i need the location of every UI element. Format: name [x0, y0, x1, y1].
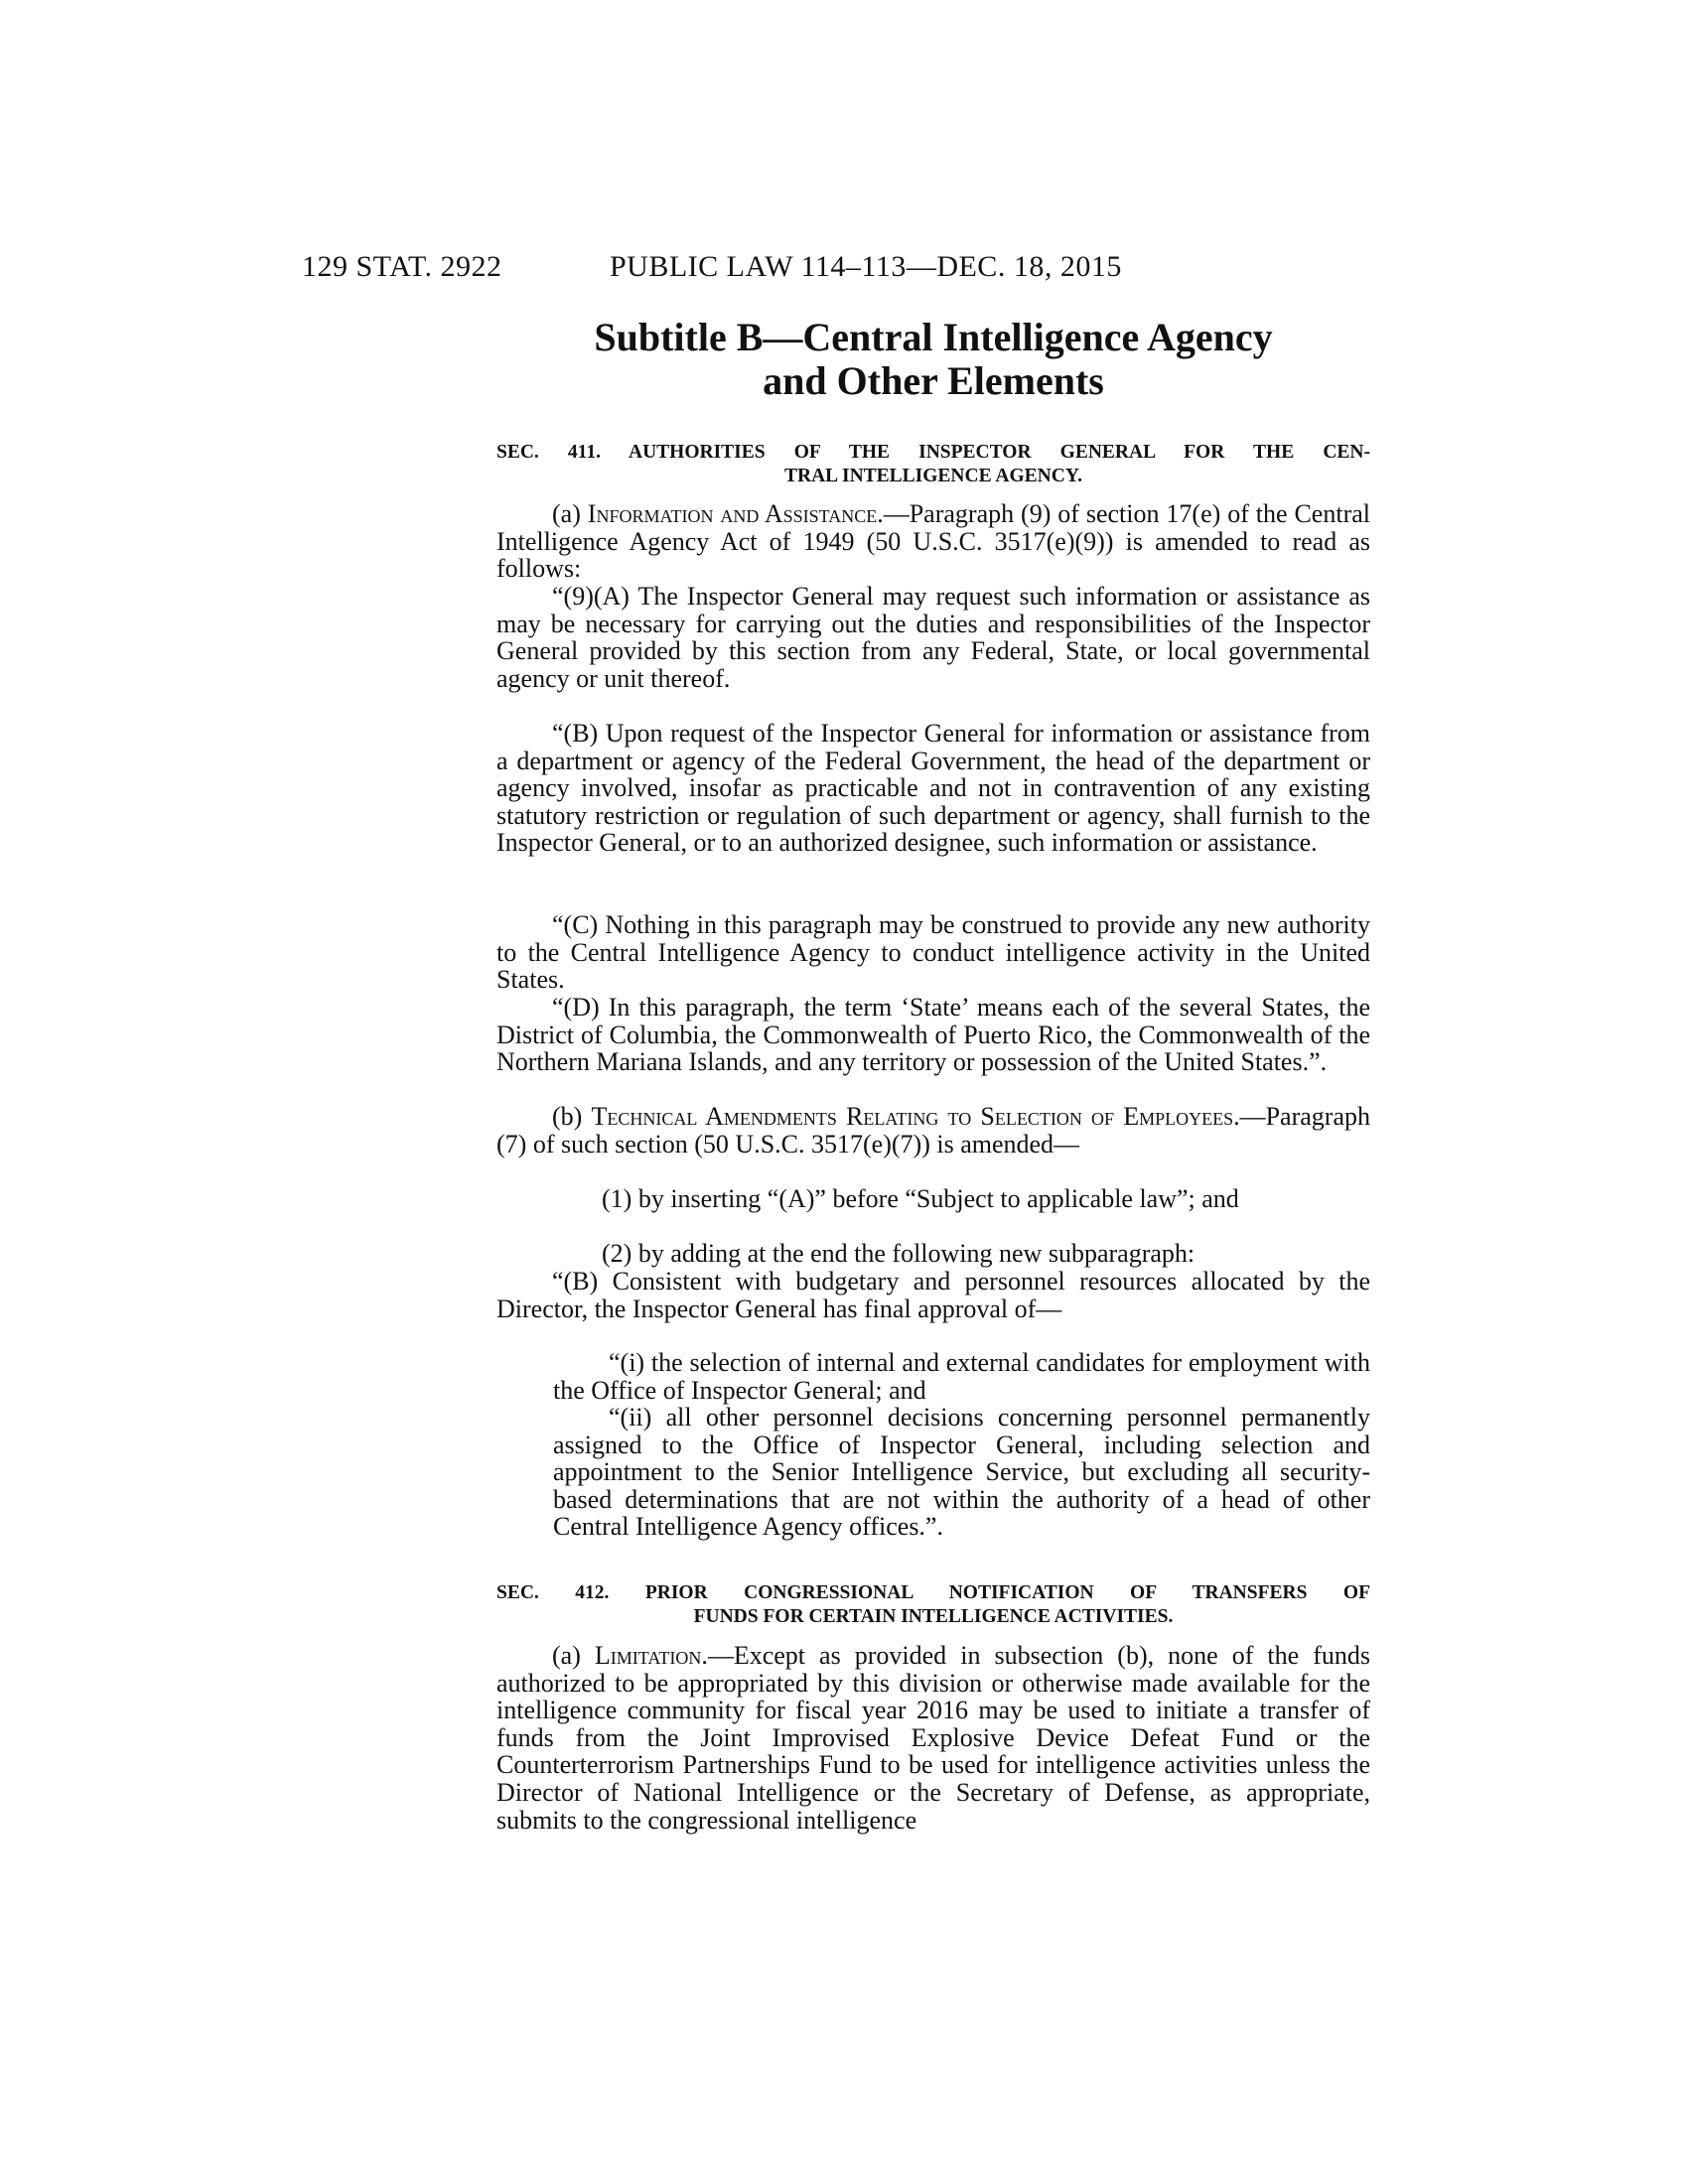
- subsection-b-caption: Technical Amendments Relating to Selection of Employees.: [591, 1102, 1240, 1131]
- sec-412-a-label: (a): [552, 1641, 595, 1670]
- sec-411-subsection-b: [496, 1103, 1370, 1158]
- sec-412-heading: [496, 1581, 1370, 1629]
- subsection-b-label: (b): [552, 1102, 592, 1131]
- subtitle-line-1: Subtitle B—Central Intelligence Agency: [594, 315, 1273, 359]
- subsection-b-text: —Paragraph (7) of such section (50 U.S.C. 3517(e)(7)) is amended—: [496, 1102, 1370, 1159]
- sec-411-heading: [496, 441, 1370, 488]
- subsection-a-caption: Information and Assistance.: [587, 499, 884, 528]
- clause-B-i: “(i) the selection of internal and external candidates for employment with the Office of Inspector General; and: [553, 1348, 1370, 1405]
- subtitle-heading: [496, 316, 1370, 403]
- sec-412-a-caption: Limitation.: [594, 1641, 708, 1670]
- subsection-a-text: —Paragraph (9) of section 17(e) of the Central Intelligence Agency Act of 1949 (50 U.S.C. 3517(e)(9)) is amended to read as follows:: [496, 499, 1370, 584]
- sec-412-subsection-a: [496, 1642, 1370, 1834]
- subsection-a-label: (a): [552, 499, 588, 528]
- statute-page-number: 129 STAT. 2922: [302, 250, 502, 283]
- sec-412-heading-line-2: FUNDS FOR CERTAIN INTELLIGENCE ACTIVITIES.: [693, 1606, 1174, 1627]
- paragraph-9A: “(9)(A) The Inspector General may request such information or assistance as may be necessary for carrying out the duties and responsibilities of the Inspector General provided by this section from any Federal, State, or local governmental agency or unit thereof.: [496, 582, 1370, 693]
- paragraph-B: “(B) Upon request of the Inspector General for information or assistance from a department or agency of the Federal Government, the head of the department or agency involved, insofar as practicable and not in contravention of any existing statutory restriction or regulation of such department or agency, shall furnish to the Inspector General, or to an authorized designee, such information or assistance.: [496, 719, 1370, 858]
- subtitle-line-2: and Other Elements: [763, 358, 1104, 403]
- sec-412-heading-line-1: SEC. 412. PRIOR CONGRESSIONAL NOTIFICATION OF TRANSFERS OF: [496, 1582, 1370, 1603]
- sec-411-heading-line-2: TRAL INTELLIGENCE AGENCY.: [784, 466, 1082, 486]
- paragraph-D: “(D) In this paragraph, the term ‘State’ means each of the several States, the District of Columbia, the Commonwealth of Puerto Rico, the Commonwealth of the Northern Mariana Islands, and any territory or possession of the United States.”.: [496, 993, 1370, 1077]
- clause-b-1: (1) by inserting “(A)” before “Subject to applicable law”; and: [602, 1184, 1239, 1213]
- paragraph-C: “(C) Nothing in this paragraph may be construed to provide any new authority to the Central Intelligence Agency to conduct intelligence activity in the United States.: [496, 910, 1370, 995]
- sec-411-subsection-a: [496, 500, 1370, 583]
- sec-412-a-text: —Except as provided in subsection (b), none of the funds authorized to be appropriated by this division or otherwise made available for the intelligence community for fiscal year 2016 may be used to initiate a transfer of funds from the Joint Improvised Explosive Device Defeat Fund or the Counterterrorism Partnerships Fund to be used for intelligence activities unless the Director of National Intelligence or the Secretary of Defense, as appropriate, submits to the congressional intelligence: [496, 1641, 1371, 1835]
- clause-B-ii: “(ii) all other personnel decisions concerning personnel permanently assigned to the Office of Inspector General, including selection and appointment to the Senior Intelligence Service, but excluding all security-based determinations that are not within the authority of a head of other Central Intelligence Agency offices.”.: [553, 1403, 1370, 1542]
- sec-411-heading-line-1: SEC. 411. AUTHORITIES OF THE INSPECTOR GENERAL FOR THE CEN-: [496, 442, 1370, 463]
- new-subparagraph-B: “(B) Consistent with budgetary and personnel resources allocated by the Director, the Inspector General has final approval of—: [496, 1267, 1370, 1323]
- clause-b-2: (2) by adding at the end the following new subparagraph:: [602, 1239, 1196, 1268]
- public-law-date: PUBLIC LAW 114–113—DEC. 18, 2015: [610, 250, 1122, 283]
